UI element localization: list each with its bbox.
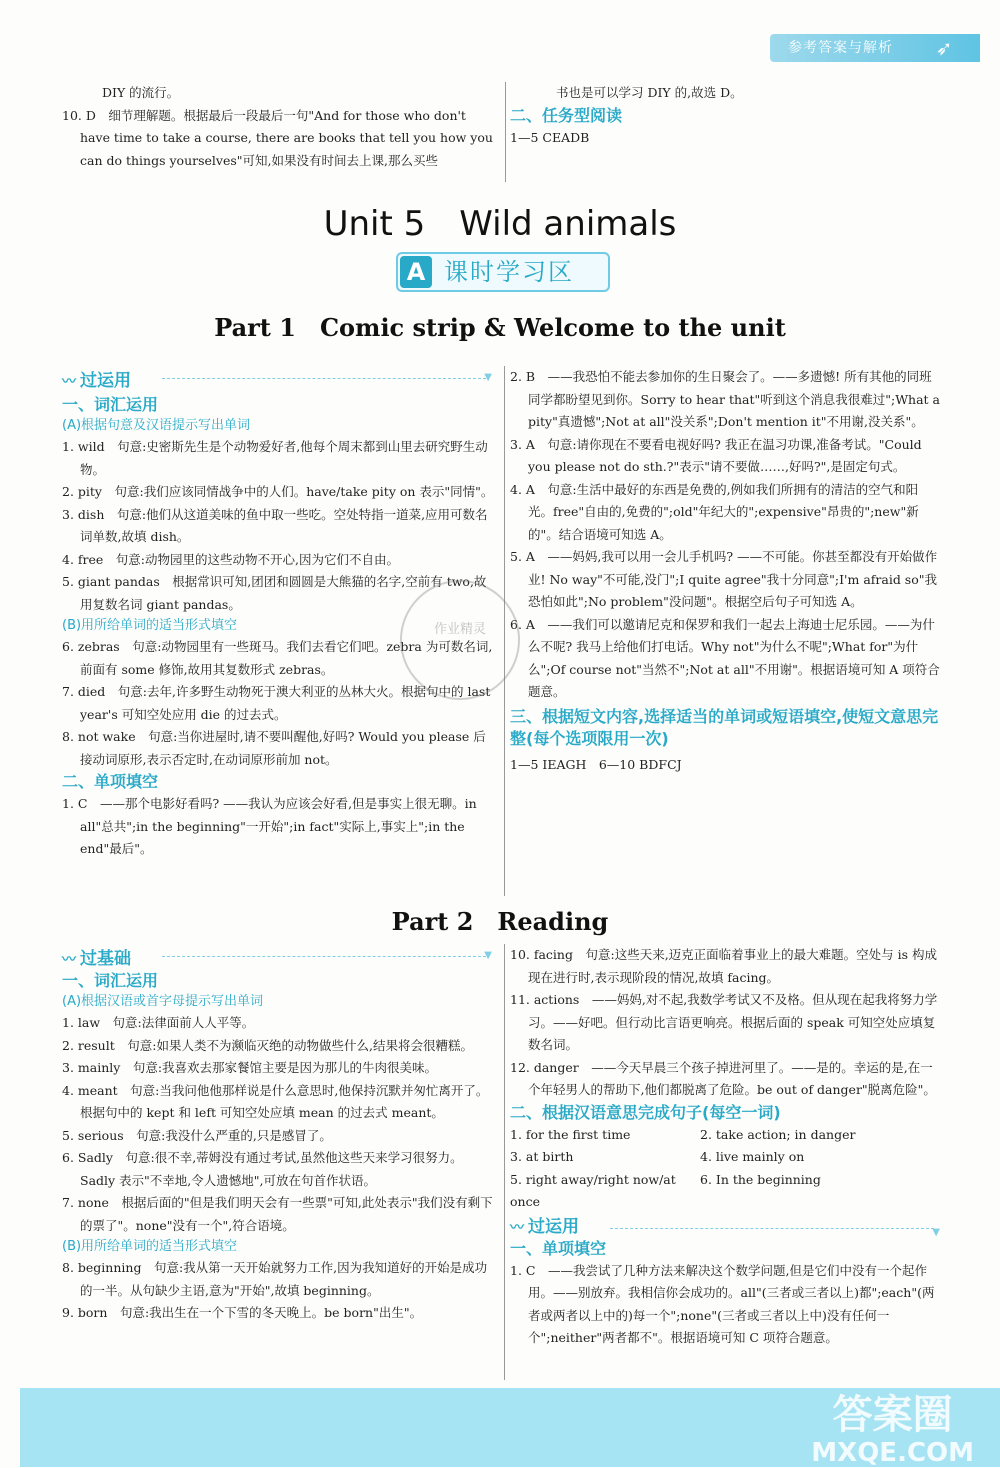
- part2-bar2-label: 过运用: [528, 1216, 579, 1237]
- part2-divider: [504, 944, 505, 1380]
- wave-icon: 〰: [62, 952, 76, 968]
- list-item: 6. zebras 句意:动物园里有一些斑马。我们去看它们吧。zebra 为可数名词,前面有 some 修饰,故用其复数形式 zebras。: [62, 639, 493, 677]
- answer-cell: 3. at birth: [510, 1149, 574, 1164]
- list-item: 11. actions ——妈妈,对不起,我数学考试又不及格。但从现在起我将努力学习。——好吧。但行动比言语更响亮。根据后面的 speak 可知空处应填复数名词。: [510, 992, 938, 1052]
- list-item: 3. dish 句意:他们从这道美味的鱼中取一些吃。空处特指一道菜,应用可数名词单数,故填 dish。: [62, 506, 488, 544]
- part2-title: Part 2 Reading: [391, 907, 609, 936]
- list-item: 4. free 句意:动物园里的这些动物不开心,因为它们不自由。: [62, 551, 399, 567]
- part2-bar2-heading: 〰 过运用 ▼: [510, 1216, 940, 1238]
- p2-subB-heading: (B)用所给单词的适当形式填空: [62, 1239, 238, 1254]
- part1-right-column: [510, 366, 942, 776]
- watermark-logo: [811, 1392, 974, 1468]
- answer-cell: 4. live mainly on: [700, 1149, 805, 1164]
- p2-translate-heading: 二、根据汉语意思完成句子(每空一词): [510, 1102, 781, 1122]
- answer-cell: 6. In the beginning: [700, 1171, 821, 1187]
- badge-letter: A: [400, 256, 432, 288]
- list-item: 9. born 句意:我出生在一个下雪的冬天晚上。be born"出生"。: [62, 1305, 423, 1320]
- list-item: 8. beginning 句意:我从第一天开始就努力工作,因为我知道好的开始是成功的一半。从句缺少主语,意为"开始",故填 beginning。: [62, 1260, 488, 1298]
- answer-cell: 5. right away/right now/at once: [510, 1171, 676, 1209]
- part2-bar-label: 过基础: [80, 949, 131, 969]
- part2-right-column: [510, 944, 942, 1350]
- list-item: 1. C ——那个电影好看吗? ——我认为应该会好看,但是事实上很无聊。in all"总共";in the beginning"一开始";in fact"实际上,事实上";in the end"最后"。: [62, 796, 477, 856]
- header-label: 参考答案与解析: [788, 40, 893, 56]
- list-item: 6. Sadly 句意:很不幸,蒂姆没有通过考试,虽然他这些天来学习很努力。Sadly 表示"不幸地,令人遗憾地",可放在句首作状语。: [62, 1150, 463, 1188]
- logo-text: 答案圈: [832, 1392, 953, 1438]
- list-item: 12. danger ——今天早晨三个孩子掉进河里了。——是的。幸运的是,在一个年轻男人的帮助下,他们都脱离了危险。be out of danger"脱离危险"。: [510, 1059, 936, 1097]
- list-item: 5. serious 句意:我没什么严重的,只是感冒了。: [62, 1127, 332, 1143]
- part1-bar-label: 过运用: [80, 371, 131, 391]
- list-item: 10. facing 句意:这些天来,迈克正面临着事业上的最大难题。空处与 is 构成现在进行时,表示现阶段的情况,故填 facing。: [510, 947, 938, 985]
- p1-choice-heading: 二、单项填空: [62, 772, 159, 791]
- top-answer-10: 10. D 细节理解题。根据最后一段最后一句"And for those who don't have time to take a course, there are books that tell you how you can do things yourselves"可知,如果没有时间去上课,那么买些: [62, 107, 493, 168]
- answer-cell: 1. for the first time: [510, 1126, 631, 1142]
- part1-title: Part 1 Comic strip & Welcome to the unit: [214, 313, 786, 342]
- list-item: 4. meant 句意:当我问他他那样说是什么意思时,他保持沉默并匆忙离开了。根据句中的 kept 和 left 可知空处应填 mean 的过去式 meant。: [62, 1082, 489, 1120]
- top-right-line: 书也是可以学习 DIY 的,故选 D。: [556, 85, 743, 100]
- part2-left-column: [62, 970, 496, 1325]
- badge-text: 课时学习区: [444, 258, 574, 286]
- list-item: 1. law 句意:法律面前人人平等。: [62, 1015, 255, 1030]
- list-item: 5. A ——妈妈,我可以用一会儿手机吗? ——不可能。你甚至都没有开始做作业! No way"不可能,没门";I quite agree"我十分同意";I'm afraid so"我恐怕如此";No problem"没问题"。根据空后句子可知选 A。: [510, 549, 938, 609]
- p1-vocab-heading: 一、词汇运用: [62, 395, 159, 414]
- p2-vocab-heading: 一、词汇运用: [62, 971, 159, 990]
- list-item: 7. none 根据后面的"但是我们明天会有一些票"可知,此处表示"我们没有剩下的票了"。none"没有一个",符合语境。: [62, 1195, 493, 1233]
- top-left-text: [62, 82, 498, 172]
- part2-bar-heading: 〰 过基础 ▼: [62, 949, 492, 969]
- p2-subA-heading: (A)根据汉语或首字母提示写出单词: [62, 994, 264, 1009]
- top-line-1: DIY 的流行。: [102, 85, 180, 100]
- p2-choice-heading: 一、单项填空: [510, 1238, 607, 1258]
- section-badge: [396, 252, 610, 292]
- list-item: 5. giant pandas 根据常识可知,团团和圆圆是大熊猫的名字,空前有 two,故用复数名词 giant pandas。: [62, 574, 487, 612]
- watermark-stamp: [400, 580, 520, 700]
- answer-row: [510, 1146, 942, 1169]
- wave-icon: 〰: [62, 374, 76, 390]
- p1-cloze-answer: 1—5 IEAGH 6—10 BDFCJ: [510, 756, 682, 772]
- unit-title: Unit 5 Wild animals: [323, 204, 677, 244]
- list-item: 4. A 句意:生活中最好的东西是免费的,例如我们所拥有的清洁的空气和阳光。free"自由的,免费的";old"年纪大的";expensive"昂贵的";new"新的"。结合语境可知选 A。: [510, 481, 919, 542]
- wave-icon: 〰: [510, 1219, 524, 1236]
- part1-bar-heading: 〰 过运用 ▼: [62, 371, 492, 391]
- list-item: 1. wild 句意:史密斯先生是个动物爱好者,他每个周末都到山里去研究野生动物。: [62, 439, 488, 477]
- task-reading-heading: 二、任务型阅读: [510, 105, 623, 125]
- list-item: 3. A 句意:请你现在不要看电视好吗? 我正在温习功课,准备考试。"Could you please not do sth.?"表示"请不要做……,好吗?",是固定句式。: [510, 436, 922, 474]
- logo-url: MXQE.COM: [811, 1438, 974, 1468]
- answer-row: [510, 1169, 942, 1214]
- p1-cloze-heading: 三、根据短文内容,选择适当的单词或短语填空,使短文意思完整(每个选项限用一次): [510, 706, 939, 748]
- p1-subA-heading: (A)根据句意及汉语提示写出单词: [62, 418, 251, 433]
- answer-cell: 2. take action; in danger: [700, 1126, 856, 1142]
- list-item: 2. pity 句意:我们应该同情战争中的人们。have/take pity on 表示"同情"。: [62, 484, 494, 499]
- list-item: 3. mainly 句意:我喜欢去那家餐馆主要是因为那儿的牛肉很美味。: [62, 1060, 438, 1075]
- list-item: 6. A ——我们可以邀请尼克和保罗和我们一起去上海迪士尼乐园。——为什么不呢? 我马上给他们打电话。Why not"为什么不呢";What for"为什么";Of course not"当然不";Not at all"不用谢"。根据语境可知 A 项符合题意。: [510, 616, 940, 699]
- rocket-icon: ➶: [935, 36, 953, 60]
- list-item: 2. B ——我恐怕不能去参加你的生日聚会了。——多遗憾! 所有其他的同班同学都盼望见到你。Sorry to hear that"听到这个消息我很难过";What a pity"真遗憾";Not at all"没关系";Don't mention it"不用谢,没关系"。: [510, 369, 941, 429]
- answer-row: [510, 1124, 942, 1147]
- p1-subB-heading: (B)用所给单词的适当形式填空: [62, 618, 238, 633]
- stamp-text: 作业精灵: [433, 622, 486, 637]
- list-item: 1. C ——我尝试了几种方法来解决这个数学问题,但是它们中没有一个起作用。——别放弃。我相信你会成功的。all"(三者或三者以上)都";each"(两者或两者以上中的)每一个";none"(三者或三者以上中)没有任何一个";neither"两者都不"。根据语境可知 C 项符合题意。: [510, 1262, 935, 1345]
- list-item: 2. result 句意:如果人类不为濒临灭绝的动物做些什么,结果将会很糟糕。: [62, 1037, 473, 1053]
- top-divider: [505, 82, 506, 182]
- list-item: 8. not wake 句意:当你进屋时,请不要叫醒他,好吗? Would you please 后接动词原形,表示否定时,在动词原形前加 not。: [62, 729, 486, 767]
- list-item: 7. died 句意:去年,许多野生动物死于澳大利亚的丛林大火。根据句中的 last year's 可知空处应用 die 的过去式。: [62, 684, 491, 722]
- top-right-text: [510, 82, 940, 149]
- task-reading-answer: 1—5 CEADB: [510, 129, 590, 145]
